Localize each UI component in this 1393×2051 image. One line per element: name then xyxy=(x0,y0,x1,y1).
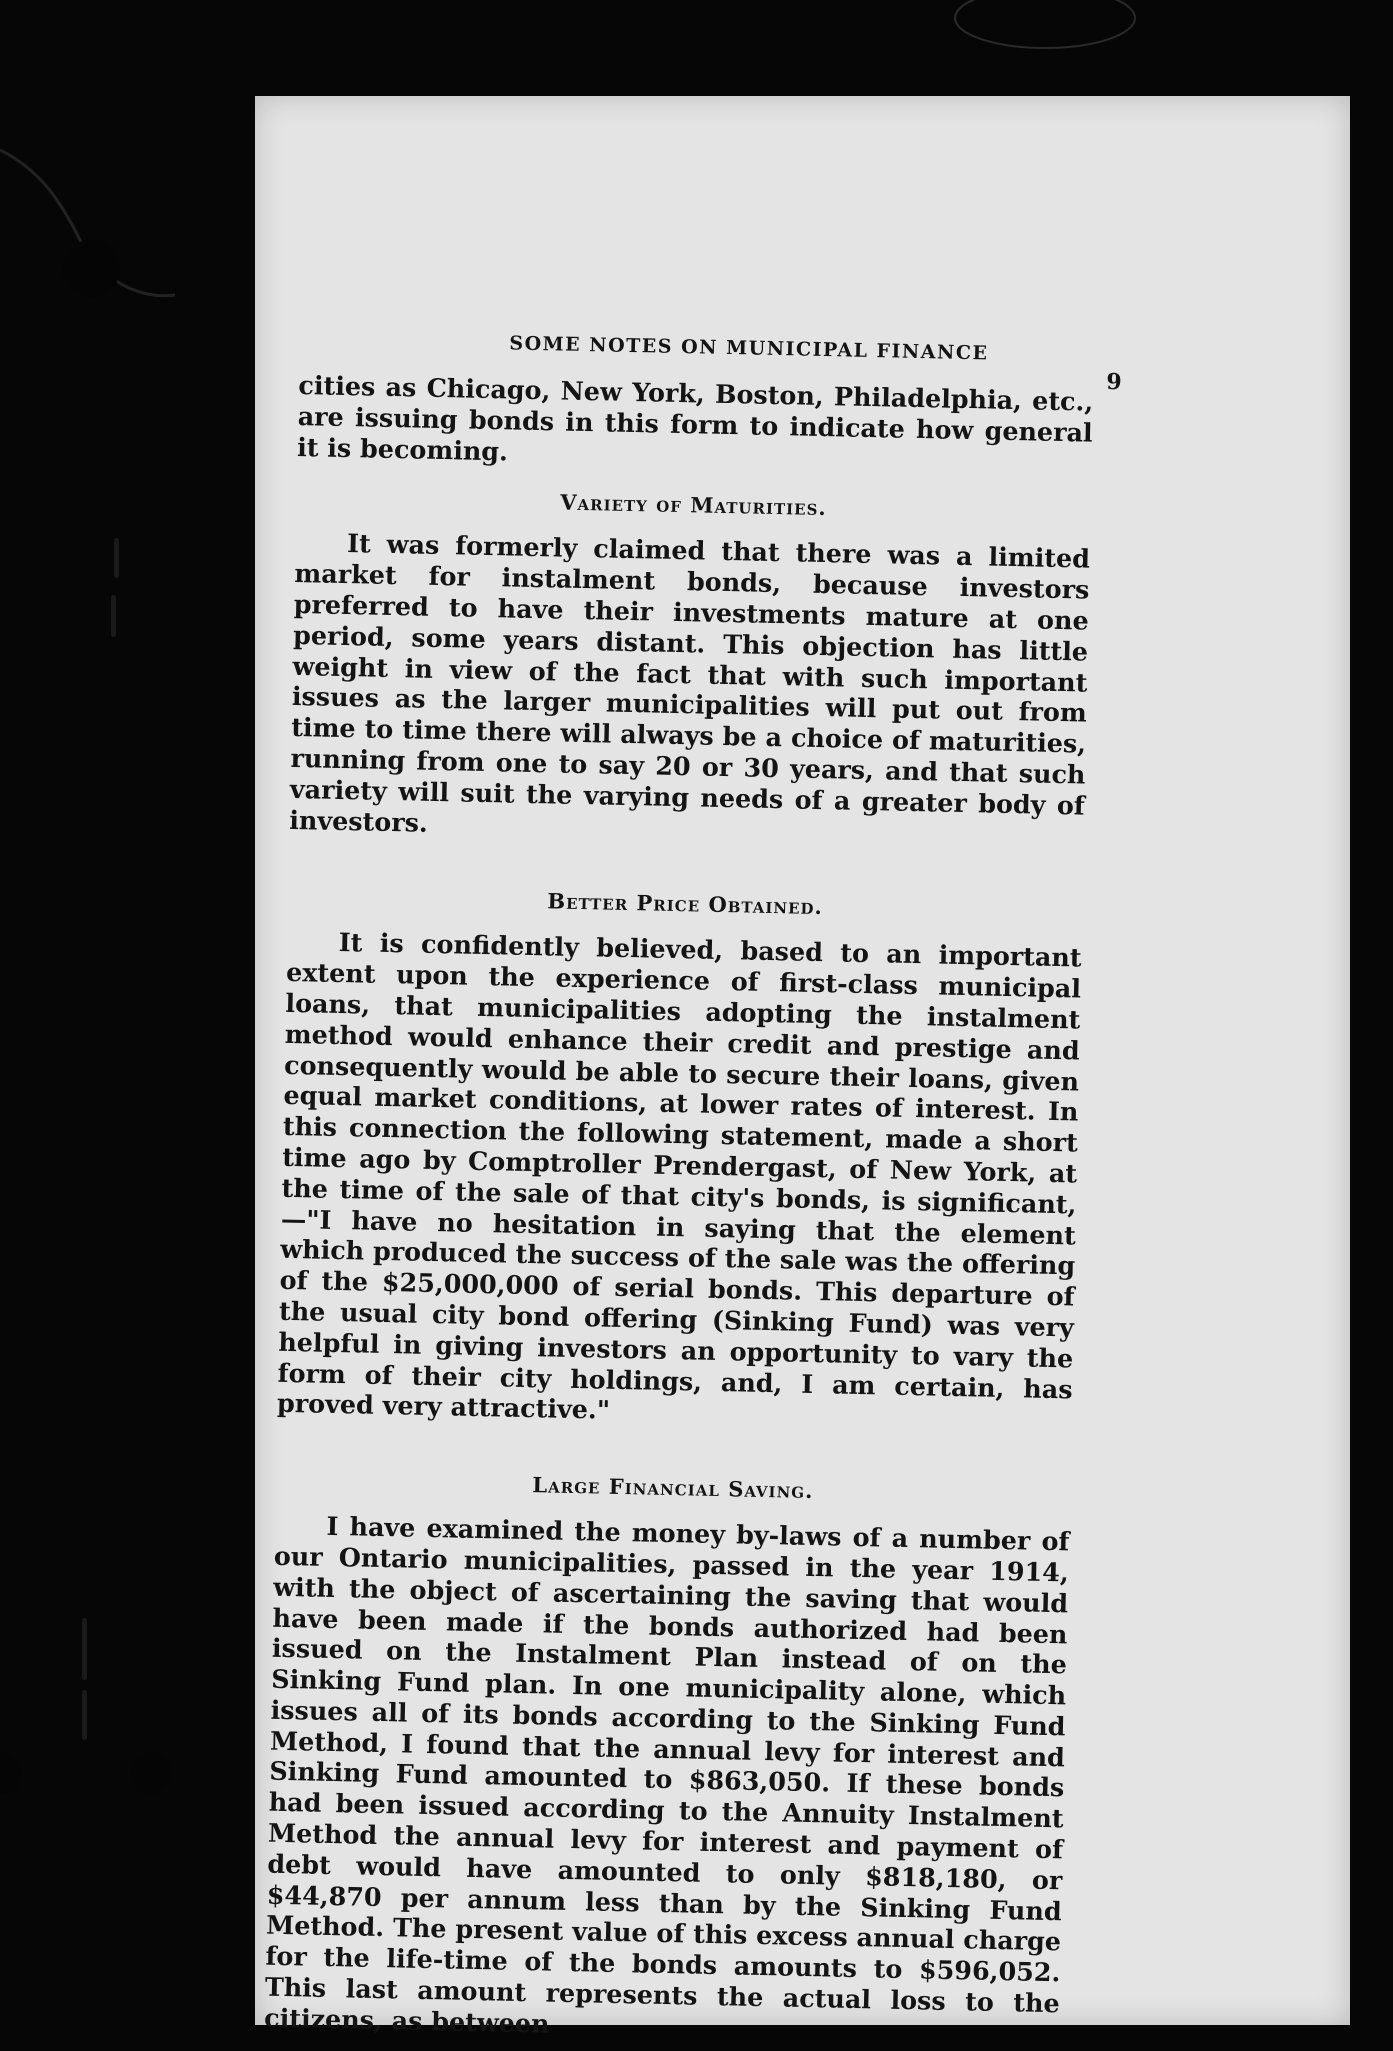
section-paragraph: It was formerly claimed that there was a limited market for instalment bonds, because investors preferred to have their investments mature at one period, some years distant. This objection has little weight in view of the fact that with such important issues as the larger municipalities will put out from time to time there will always be a choice of maturities, running from one to say 20 or 30 years, and that such variety will suit the varying needs of a greater body of investors. xyxy=(289,528,1091,838)
binding-hole xyxy=(62,240,120,298)
page-number: 9 xyxy=(1106,368,1122,396)
margin-mark xyxy=(111,595,116,637)
section-heading: Better Price Obtained. xyxy=(547,888,824,920)
margin-mark xyxy=(82,1690,87,1740)
section-paragraph: I have examined the money by-laws of a number of our Ontario municipalities, passed in the year 1914, with the object of ascertaining the saving that would have been made if the bonds authorized had been issued on the Instalment Plan instead of on the Sinking Fund plan. In one municipality alone, which issues all of its bonds according to the Sinking Fund Method, I found that the annual levy for interest and Sinking Fund amounted to $863,050. If these bonds had been issued according to the Annuity Instalment Method the annual levy for interest and payment of debt would have amounted to only $818,180, or $44,870 per annum less than by the Sinking Fund Method. The present value of this excess annual charge for the life-time of the bonds amounts to $596,052. This last amount represents the actual loss to the citizens, as between xyxy=(263,1510,1070,2039)
page-text xyxy=(263,310,1122,2050)
margin-mark xyxy=(82,1618,87,1680)
margin-mark xyxy=(114,538,119,578)
section-heading: Large Financial Saving. xyxy=(532,1472,814,1504)
opening-paragraph: cities as Chicago, New York, Boston, Philadelphia, etc., are issuing bonds in this form to indicate how general it is becoming. xyxy=(296,369,1094,466)
running-title: SOME NOTES ON MUNICIPAL FINANCE xyxy=(509,332,989,365)
binding-hole xyxy=(130,1752,172,1794)
section-heading: Variety of Maturities. xyxy=(559,489,828,521)
binding-hole xyxy=(0,1752,22,1794)
section-paragraph: It is confidently believed, based to an important extent upon the experience of first-class municipal loans, that municipalities adopting the instalment method would enhance their credit and prestige and consequently would be able to secure their loans, given equal market conditions, at lower rates of interest. In this connection the following statement, made a short time ago by Comptroller Prendergast, of New York, at the time of the sale of that city's bonds, is significant,—"I have no hesitation in saying that the element which produced the success of the sale was the offering of the $25,000,000 of serial bonds. This departure of the usual city bond offering (Sinking Fund) was very helpful in giving investors an opportunity to vary the form of their city holdings, and, I am certain, has proved very attractive." xyxy=(276,927,1082,1426)
